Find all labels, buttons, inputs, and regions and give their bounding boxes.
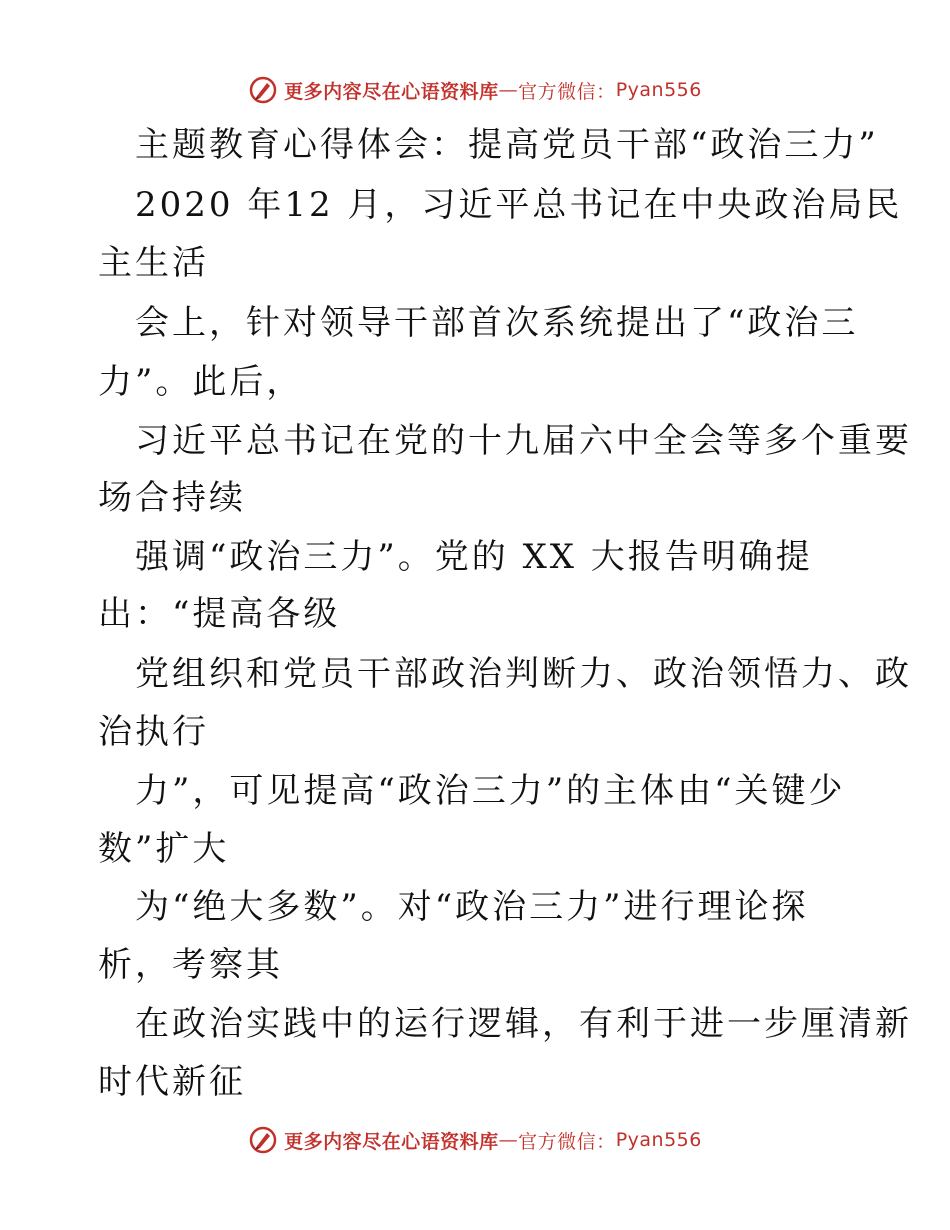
- text-line: 时代新征: [98, 1062, 246, 1102]
- footer-banner: [0, 1120, 950, 1160]
- text-line: 力”，可见提高“政治三力”的主体由“关键少: [135, 771, 846, 811]
- text-line: 出：“提高各级: [98, 594, 341, 634]
- text-line: 析，考察其: [98, 945, 283, 985]
- pen-logo-icon: [248, 1125, 278, 1155]
- text-line: 在政治实践中的运行逻辑，有利于进一步厘清新: [135, 1004, 912, 1044]
- footer-dash: —: [498, 1129, 519, 1151]
- footer-wechat-id: Pyan556: [615, 1129, 702, 1151]
- text-line: 为“绝大多数”。对“政治三力”进行理论探: [135, 887, 809, 927]
- header-slogan: 更多内容尽在心语资料库: [284, 80, 499, 103]
- text-line: 强调“政治三力”。党的 XX 大报告明确提: [135, 537, 813, 577]
- header-wechat-id: Pyan556: [615, 79, 702, 101]
- text-line: 力”。此后，: [98, 362, 304, 402]
- header-banner: [0, 70, 950, 110]
- text-line: 场合持续: [98, 478, 246, 518]
- text-line: 会上，针对领导干部首次系统提出了“政治三: [135, 303, 859, 343]
- text-line: 党组织和党员干部政治判断力、政治领悟力、政: [135, 654, 912, 694]
- header-dash: —: [498, 79, 519, 101]
- footer-wechat-label: 官方微信：: [518, 1130, 616, 1153]
- pen-logo-icon: [248, 75, 278, 105]
- text-line: 治执行: [98, 712, 209, 752]
- text-line: 主生活: [98, 243, 209, 283]
- text-line: 习近平总书记在党的十九届六中全会等多个重要: [135, 421, 912, 461]
- footer-slogan: 更多内容尽在心语资料库: [284, 1130, 499, 1153]
- doc-title: 主题教育心得体会：提高党员干部“政治三力”: [135, 125, 879, 165]
- text-line: 2020 年12 月，习近平总书记在中央政治局民: [135, 185, 903, 225]
- header-wechat-label: 官方微信：: [518, 80, 616, 103]
- text-line: 数”扩大: [98, 829, 230, 869]
